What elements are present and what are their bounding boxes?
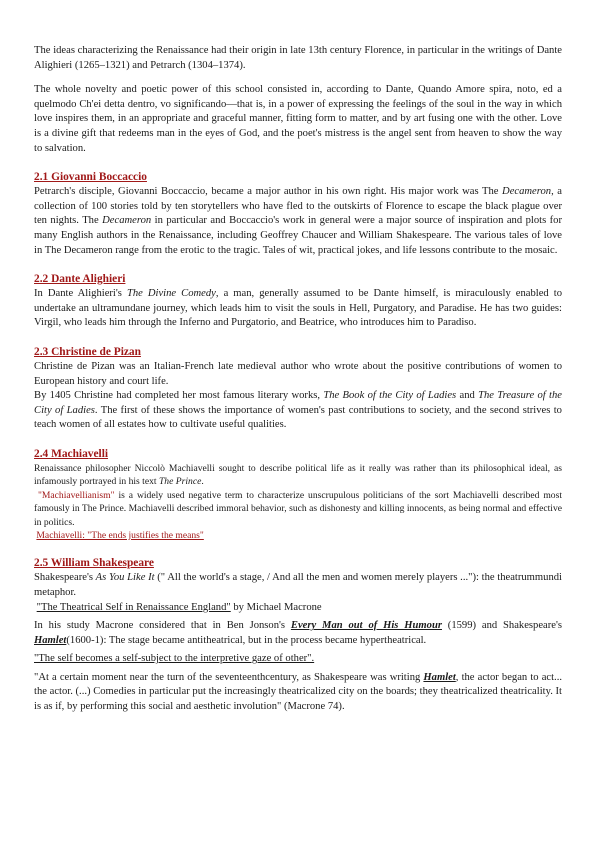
section-heading-pizan: 2.3 Christine de Pizan: [34, 345, 141, 358]
shakespeare-paragraph-3: "At a certain moment near the turn of the seventeenthcentury, as Shakespeare was writing Hamlet, the actor began to act... the actor. (...) Comedies in particular put the increasingly theatricalized city on the boards; they theatricalized theatricality. It is as if, by performing this social and aesthetic involution" (Macrone 74).: [34, 671, 562, 713]
document-page: [34, 44, 562, 715]
machiavelli-paragraph-1: Renaissance philosopher Niccolò Machiavelli sought to describe political life as it really was rather than its philosophical ideal, as infamously portrayed in his text The Prince.: [34, 462, 562, 488]
shakespeare-title-line: "The Theatrical Self in Renaissance England" by Michael Macrone: [36, 601, 322, 613]
pizan-paragraph-2: By 1405 Christine had completed her most famous literary works, The Book of the City of Ladies and The Treasure of the City of Ladies. The first of these shows the importance of women's past contributions to society, and the second strives to teach women of all estates how to cultivate useful qualities.: [34, 390, 562, 431]
machiavelli-paragraph-2: "Machiavellianism" is a widely used negative term to characterize unscrupulous politicians of the sort Machiavelli described most famously in The Prince. Machiavelli described immoral behavior, such as dishonesty and killing innocents, as being normal and effective in politics.: [34, 489, 563, 528]
shakespeare-paragraph-1: Shakespeare's As You Like It (" All the world's a stage, / And all the men and women merely players ..."): the theatrummundi metaphor.: [34, 572, 562, 598]
section-heading-boccaccio: 2.1 Giovanni Boccaccio: [34, 171, 147, 184]
boccaccio-paragraph: Petrarch's disciple, Giovanni Boccaccio, became a major author in his own right. His major work was The Decameron, a collection of 100 stories told by ten storytellers who have fled to the outskirts of Florence to escape the black plague over ten nights. The Decameron in particular and Boccaccio's work in general were a major source of inspiration and plots for many English authors in the Renaissance, including Geoffrey Chaucer and William Shakespeare. The various tales of love in The Decameron range from the erotic to the tragic. Tales of wit, practical jokes, and life lessons contribute to the mosaic.: [34, 186, 563, 256]
shakespeare-quote: "The self becomes a self-subject to the interpretive gaze of other".: [34, 653, 315, 665]
section-heading-shakespeare: 2.5 William Shakespeare: [34, 557, 154, 570]
pizan-paragraph-1: Christine de Pizan was an Italian-French late medieval author who wrote about the positive contributions of women to European history and court life.: [34, 360, 562, 387]
section-heading-machiavelli: 2.4 Machiavelli: [34, 447, 109, 460]
intro-paragraph-2: The whole novelty and poetic power of this school consisted in, according to Dante, Quando Amore spira, noto, ed a quelmodo Ch'ei detta dentro, vo significando—that is, in a power of expressing the feelings of the soul in the way in which love inspires them, in an appropriate and graceful manner, fitting form to matter, and by art fusing one with the other. Love is a divine gift that redeems man in the eyes of God, and the poet's mistress is the angel sent from heaven to show the way to salvation.: [34, 84, 562, 154]
machiavelli-quote: Machiavelli: "The ends justifies the means": [36, 529, 204, 541]
section-heading-dante: 2.2 Dante Alighieri: [34, 273, 126, 286]
dante-paragraph: In Dante Alighieri's The Divine Comedy, a man, generally assumed to be Dante himself, is miraculously enabled to undertake an ultramundane journey, which leads him to visit the souls in Hell, Purgatory, and Paradise. He has two guides: Virgil, who leads him through the Inferno and Purgatorio, and Beatrice, who introduces him to Paradiso.: [34, 288, 563, 329]
shakespeare-paragraph-2: In his study Macrone considered that in Ben Jonson's Every Man out of His Humour (1599) and Shakespeare's Hamlet(1600-1): The stage became antitheatrical, but in the process became hypertheatrical.: [34, 620, 563, 646]
intro-paragraph-1: The ideas characterizing the Renaissance had their origin in late 13th century Florence, in particular in the writings of Dante Alighieri (1265–1321) and Petrarch (1304–1374).: [34, 45, 562, 71]
